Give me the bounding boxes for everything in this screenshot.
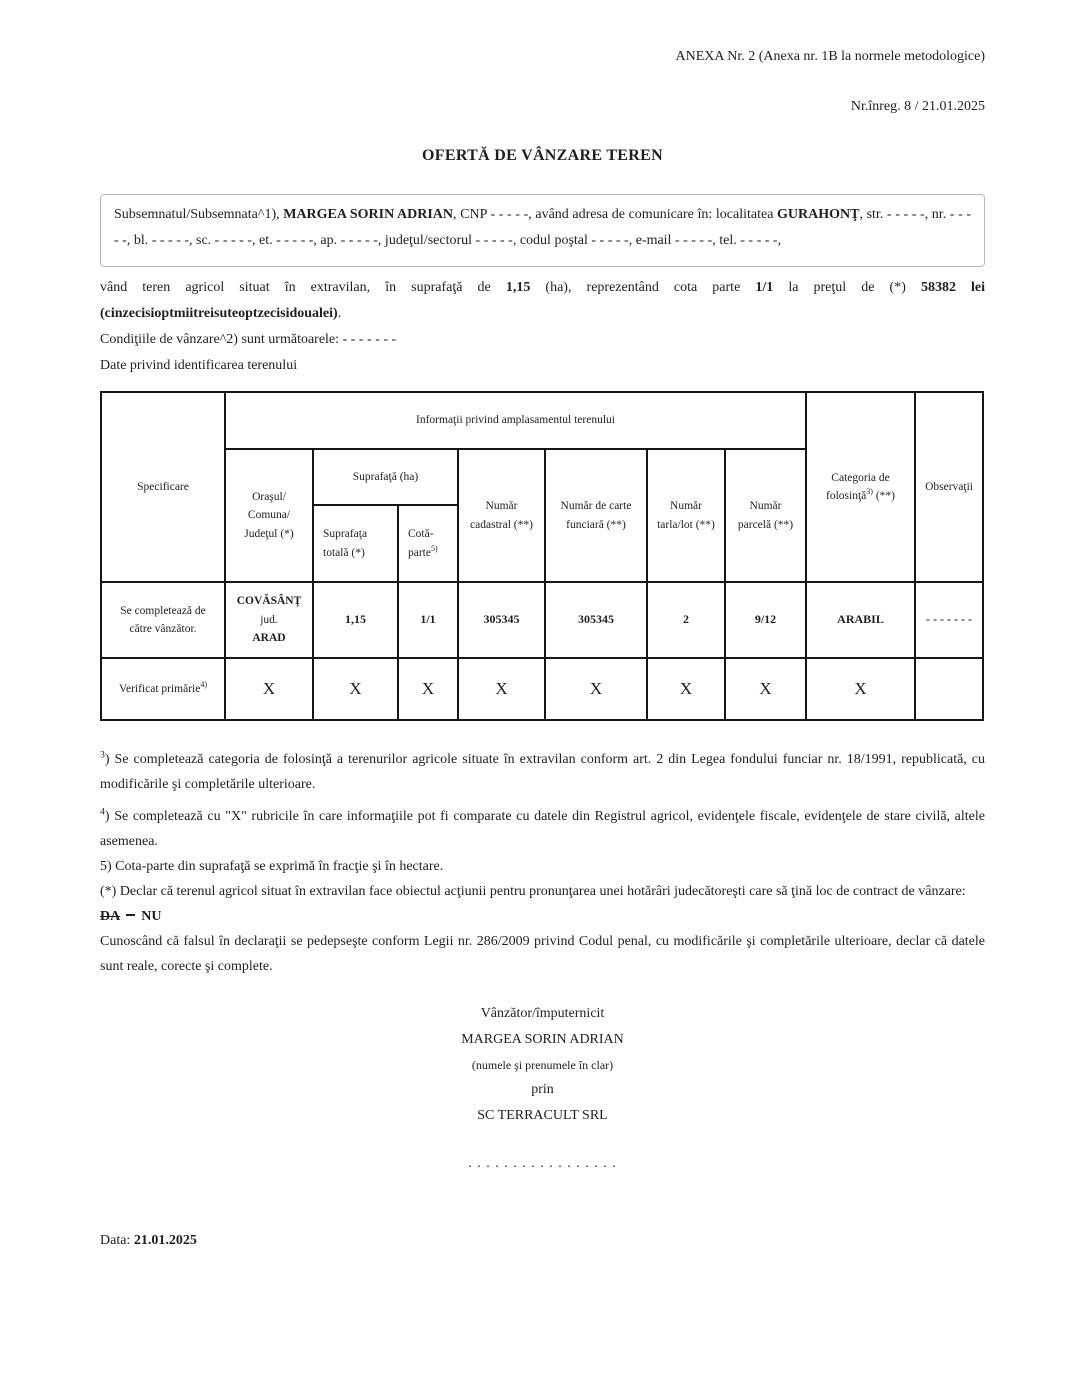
land-area-value: 1,15 [505,280,531,295]
star-declaration: (*) Declar că terenul agricol situat în extravilan face obiectul acţiunii pentru pronunţarea unei hotărâri judecătoreşti care să ţină loc de contract de vânzare: [100,884,966,899]
declarant-paragraph [114,202,971,254]
seller-row-label: Se completează de către vânzător. [101,582,225,658]
sale-seg1: vând teren agricol situat în extravilan, în suprafaţă de [100,280,506,295]
header-categoria-folosinta [806,392,915,582]
verify-mark-carte: X [545,658,647,720]
header-categoria-sup: 3) [866,487,873,497]
penal-declaration: Cunoscând că falsul în declaraţii se pedepseşte conform Legii nr. 286/2009 privind Codul penal, cu modificările şi completările ulterioare, declar că datele sunt reale, corecte şi complete. [100,934,985,974]
seller-categoria: ARABIL [806,582,915,658]
footnote-3 [100,747,985,797]
verify-row [101,658,983,720]
header-numar-parcela: Număr parcelă (**) [725,449,806,582]
verify-mark-oras: X [225,658,313,720]
seller-jud-label: jud. [260,613,278,626]
footnote-3-sup: 3 [100,749,105,761]
sale-seg5: . [337,306,342,321]
da-nu-line [100,904,985,929]
footer-date-line [100,1228,985,1253]
verify-mark-tarla: X [647,658,725,720]
footnote-4-sup: 4 [100,806,105,818]
nu-option: NU [141,909,162,924]
footnote-4 [100,804,985,854]
anexa-heading: ANEXA Nr. 2 (Anexa nr. 1B la normele metodologice) [675,49,985,64]
declarant-cnp-segment: , CNP - - - - -, având adresa de comunicare în: localitatea [453,207,778,222]
sale-paragraph [100,275,985,327]
seller-county: ARAD [252,632,286,645]
seller-city: COVĂSÂNŢ [236,595,302,608]
sale-seg2: (ha), reprezentând cota parte [530,280,756,295]
seller-data-row [101,582,983,658]
seller-cota-parte: 1/1 [398,582,458,658]
verify-mark-cota: X [398,658,458,720]
signature-dotted-line: . . . . . . . . . . . . . . . . . [468,1156,617,1171]
footnote-3-text: ) Se completează categoria de folosinţă a terenurilor agricole situate în extravilan conform art. 2 din Legea fondului funciar nr. 18/1991, republicată, cu modificările şi completările ulterioare. [100,752,985,792]
signature-name: MARGEA SORIN ADRIAN [461,1032,624,1047]
footnotes-block [100,747,985,979]
land-identification-table [100,391,984,721]
header-observatii: Observaţii [915,392,983,582]
date-value: 21.01.2025 [133,1233,197,1248]
header-cota-parte [398,505,458,582]
signature-role: Vânzător/împuternicit [480,1006,605,1021]
header-numar-cadastral: Număr cadastral (**) [458,449,545,582]
document-title: OFERTĂ DE VÂNZARE TEREN [422,147,663,164]
declarant-address-segment: , str. - - - - -, nr. - - - - -, bl. - - - - -, sc. - - - - -, et. - - - - -, ap. - - - - -, judeţul/sectorul - - - - -, codul poştal - - - - -, e-mail - - - - -, tel. - - - - -, [114,207,972,248]
footnote-5: 5) Cota-parte din suprafaţă se exprimă în fracţie şi în hectare. [100,859,444,874]
verify-mark-parcela: X [725,658,806,720]
signature-company: SC TERRACULT SRL [477,1108,608,1123]
price-value: 58382 lei [920,280,986,295]
header-suprafata-ha: Suprafaţă (ha) [313,449,458,505]
land-identification-line: Date privind identificarea terenului [100,358,298,373]
date-label: Data: [100,1233,134,1248]
seller-numar-parcela: 9/12 [725,582,806,658]
da-strike-tail [126,914,135,916]
quota-value: 1/1 [755,280,774,295]
da-option-struck: DA [100,909,121,924]
seller-observatii: - - - - - - - [915,582,983,658]
header-numar-carte-funciara: Număr de carte funciară (**) [545,449,647,582]
sale-seg3: la preţul de (*) [773,280,921,295]
verify-mark-categoria: X [806,658,915,720]
header-categoria-suffix: (**) [872,490,896,502]
price-in-words: (cinzecisioptmiitreisuteoptzecisidoualei) [100,306,338,321]
verify-mark-cadastral: X [458,658,545,720]
seller-numar-tarla: 2 [647,582,725,658]
seller-location-cell [225,582,313,658]
header-specificare: Specificare [101,392,225,582]
seller-numar-cadastral: 305345 [458,582,545,658]
declarant-box [100,194,985,267]
seller-numar-carte-funciara: 305345 [545,582,647,658]
header-numar-tarla-lot: Număr tarla/lot (**) [647,449,725,582]
registration-number: Nr.înreg. 8 / 21.01.2025 [850,99,985,114]
conditions-line: Condiţiile de vânzare^2) sunt următoarele: - - - - - - - [100,332,397,347]
verify-label-text: Verificat primărie [118,682,201,695]
header-categoria-text: Categoria de folosinţă [826,471,890,502]
locality-name: GURAHONŢ [777,207,860,222]
header-info-amplasament: Informaţii privind amplasamentul terenului [225,392,806,449]
verify-observatii-empty [915,658,983,720]
declarant-prefix: Subsemnatul/Subsemnata^1), [114,207,284,222]
verify-row-label [101,658,225,720]
verify-label-sup: 4) [200,679,208,689]
header-cota-parte-text: Cotă-parte [408,528,434,559]
header-suprafata-totala: Suprafaţa totală (*) [313,505,398,582]
verify-mark-suprafata: X [313,658,398,720]
header-cota-parte-sup: 5) [430,543,438,553]
footnote-4-text: ) Se completează cu "X" rubricile în care informaţiile pot fi comparate cu datele din Registrul agricol, evidenţele fiscale, evidenţele de stare civilă, altele asemenea. [100,809,985,849]
seller-suprafata-totala: 1,15 [313,582,398,658]
signature-block [100,1001,985,1129]
signature-note: (numele şi prenumele în clar) [471,1058,614,1072]
signature-prin: prin [531,1082,554,1097]
header-oras-comuna-judet: Oraşul/ Comuna/ Judeţul (*) [225,449,313,582]
seller-name: MARGEA SORIN ADRIAN [283,207,454,222]
